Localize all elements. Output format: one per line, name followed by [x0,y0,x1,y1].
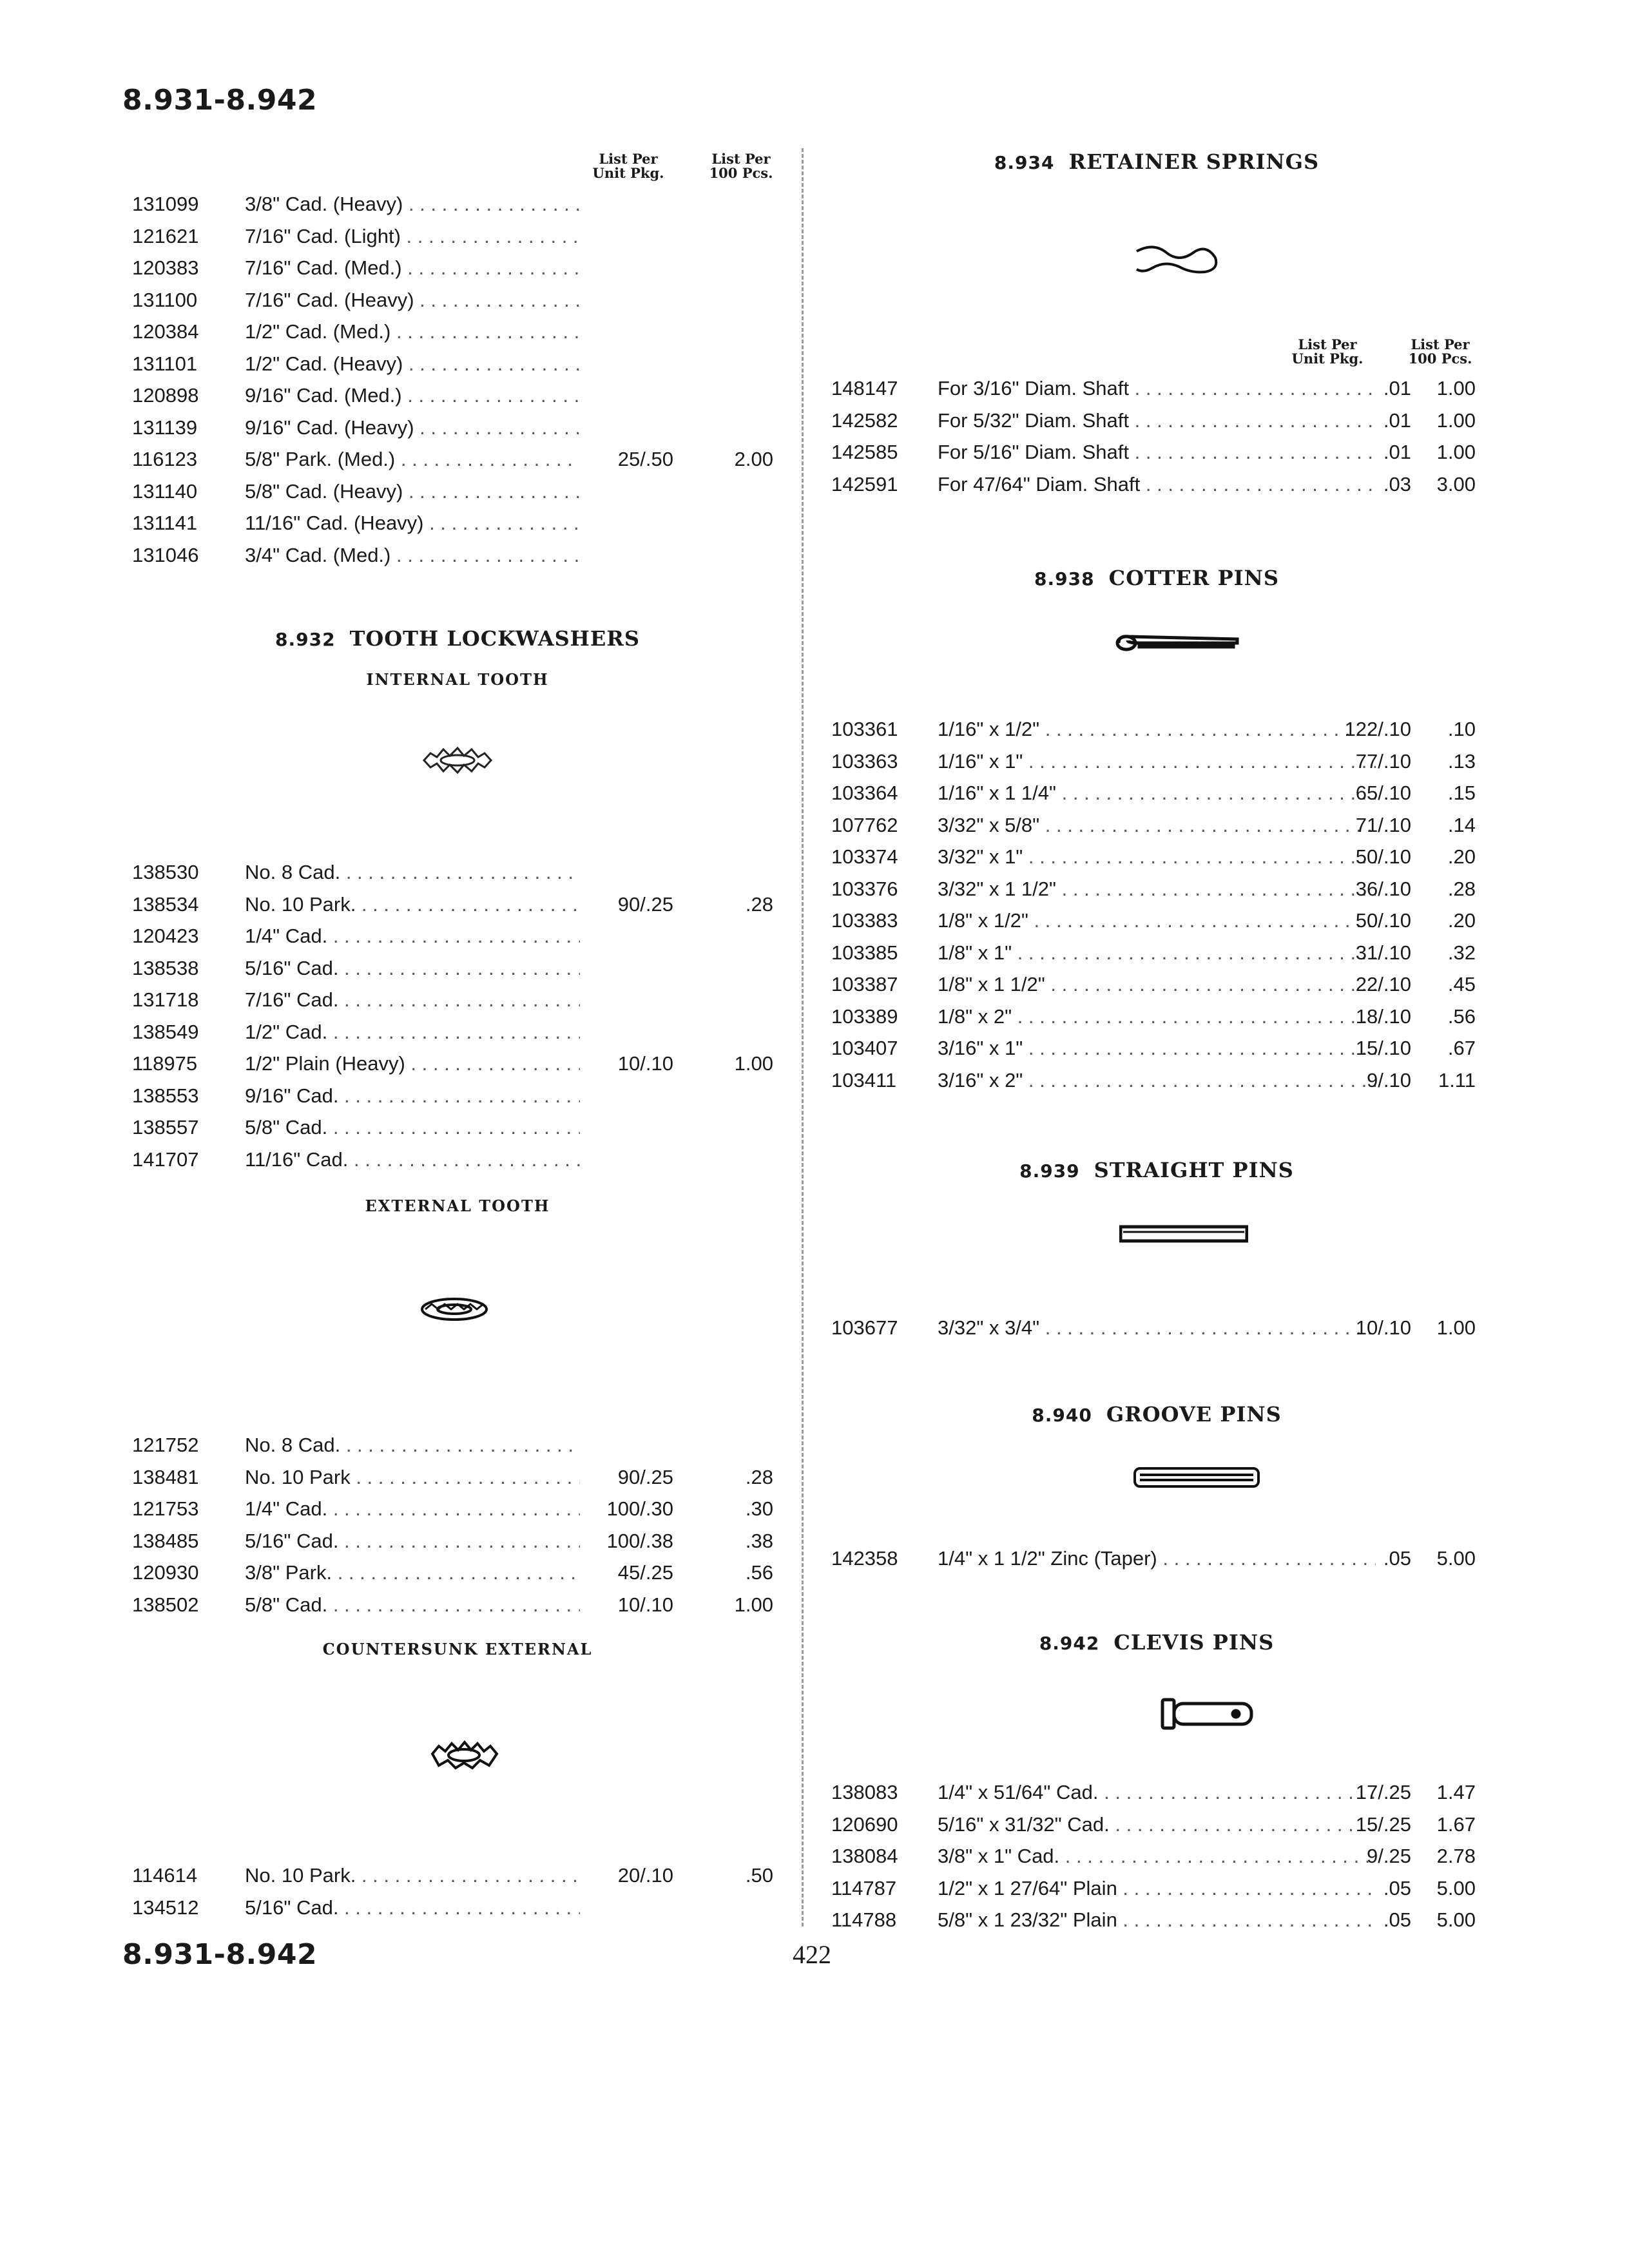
price-per-100: .56 [745,1561,773,1584]
price-unit-pkg: 90/.25 [617,892,673,916]
part-number: 120690 [831,1812,898,1836]
part-number: 103385 [831,941,898,964]
part-description: 5/16" Cad. . . . [245,1892,580,1924]
part-number: 138549 [132,1020,199,1043]
price-per-100: .30 [745,1497,773,1520]
part-description: No. 8 Cad. . . . [245,856,580,889]
section-number: 8.938 [1034,568,1095,590]
table-row [831,713,1482,745]
price-per-100: .56 [1447,1004,1476,1028]
table-row [831,1840,1482,1872]
page-reference-bottom: 8.931-8.942 [122,1938,318,1971]
subsection-external-tooth: EXTERNAL TOOTH [365,1196,550,1215]
part-number: 103363 [831,749,898,773]
section-number: 8.932 [275,629,336,650]
section-number: 8.942 [1039,1633,1100,1654]
price-unit-pkg: 18/.10 [1355,1004,1411,1028]
column-header-unit-line1: List Per [599,151,658,167]
part-description: No. 10 Park. . . . [245,1860,580,1892]
part-description: 1/4" Cad. . . . [245,920,580,952]
page-number: 422 [793,1940,831,1969]
table-row [831,1312,1482,1344]
price-unit-pkg: 17/.25 [1355,1781,1411,1803]
table-row [831,405,1482,437]
table-row [132,889,783,921]
part-number: 148147 [831,377,898,399]
table-row [132,284,783,316]
part-number: 138530 [132,861,199,883]
part-number: 131140 [132,479,198,503]
retainer-spring-illustration [1134,238,1224,284]
column-header-per100-line2: 100 Pcs. [1408,351,1472,367]
price-unit-pkg: .03 [1383,472,1411,495]
part-description: 1/2" Cad. . . . [245,1016,580,1048]
column-header-unit-line1: List Per [1298,336,1357,352]
table-row [132,348,783,380]
part-description: 5/8" Cad. . . . [245,1589,580,1621]
part-number: 103389 [831,1004,898,1028]
subsection-internal-tooth: INTERNAL TOOTH [366,670,549,689]
part-number: 118975 [132,1052,198,1075]
table-row [132,476,783,508]
left-column [132,0,783,1933]
price-unit-pkg: 90/.25 [617,1465,673,1488]
table-row [831,1872,1482,1905]
table-row [132,252,783,284]
part-number: 131139 [132,416,198,439]
price-unit-pkg: .01 [1383,408,1411,432]
price-unit-pkg: 10/.10 [617,1052,673,1075]
part-description: 7/16" Cad. (Med.) . . . [245,252,580,284]
section-title-8940 [831,1402,1482,1427]
part-description: 7/16" Cad. . . . [245,984,580,1016]
cotter-pin-illustration [1115,631,1244,655]
groove-pin-illustration [1132,1465,1261,1490]
part-description: 3/32" x 3/4" . . . [938,1312,1376,1344]
section-name: GROOVE PINS [1106,1402,1282,1427]
part-number: 114614 [132,1864,198,1887]
part-description: 1/2" x 1 27/64" Plain . . . [938,1872,1376,1905]
parts-table-8931 [132,188,783,571]
part-number: 103376 [831,877,898,900]
part-description: 1/2" Cad. (Med.) . . . [245,316,580,348]
table-row [132,1589,783,1621]
table-row [831,436,1482,468]
parts-table-8934 [831,372,1482,500]
price-per-100: 1.67 [1436,1812,1476,1836]
price-per-100: 2.00 [734,448,773,470]
section-title-8938 [831,566,1482,590]
part-number: 138534 [132,892,199,916]
column-header-unit-pkg [577,152,680,180]
part-description: 7/16" Cad. (Light) . . . [245,220,580,253]
parts-table-8938 [831,713,1482,1096]
price-per-100: .50 [745,1864,773,1887]
part-description: 1/2" Plain (Heavy) . . . [245,1048,580,1080]
price-per-100: 1.00 [1436,408,1476,432]
price-unit-pkg: .05 [1383,1876,1411,1899]
section-name: COTTER PINS [1108,566,1279,590]
price-per-100: .14 [1447,813,1476,836]
table-row [132,539,783,572]
table-row [132,188,783,220]
part-number: 142585 [831,441,898,463]
price-unit-pkg: 50/.10 [1355,845,1411,868]
part-number: 114788 [831,1908,897,1931]
part-description: 5/8" Park. (Med.) . . . [245,443,580,476]
part-description: 1/16" x 1 1/4" . . . [938,777,1376,809]
part-description: 1/8" x 1" . . . [938,937,1376,969]
part-description: No. 8 Cad. . . . [245,1429,580,1461]
price-unit-pkg: .01 [1383,377,1411,399]
price-per-100: .45 [1447,973,1476,995]
price-unit-pkg: 45/.25 [617,1561,673,1584]
part-description: For 3/16" Diam. Shaft . . . [938,372,1376,405]
section-number: 8.934 [994,152,1055,173]
price-unit-pkg: 9/.25 [1367,1845,1411,1867]
right-column [831,0,1482,1933]
section-name: STRAIGHT PINS [1094,1158,1294,1182]
table-row [831,1032,1482,1064]
section-name: CLEVIS PINS [1113,1630,1275,1655]
price-unit-pkg: 25/.50 [617,448,673,470]
price-per-100: 5.00 [1436,1876,1476,1899]
part-number: 121752 [132,1434,199,1456]
part-description: 3/16" x 2" . . . [938,1064,1376,1097]
part-description: No. 10 Park. . . . [245,889,580,921]
table-row [132,856,783,889]
section-name: TOOTH LOCKWASHERS [349,626,640,651]
column-header-unit-line2: Unit Pkg. [1291,351,1364,367]
column-header-per100-line1: List Per [1411,336,1470,352]
part-number: 107762 [831,813,898,836]
column-header-unit-line2: Unit Pkg. [592,165,664,181]
section-name: RETAINER SPRINGS [1068,149,1320,174]
part-description: 3/32" x 1" . . . [938,841,1376,873]
part-number: 131046 [132,543,199,566]
page-reference-top: 8.931-8.942 [122,84,318,117]
part-description: 9/16" Cad. (Med.) . . . [245,380,580,412]
part-number: 138084 [831,1845,898,1867]
part-number: 138485 [132,1529,199,1552]
part-number: 138557 [132,1116,199,1139]
table-row [831,841,1482,873]
price-unit-pkg: 50/.10 [1355,909,1411,932]
part-description: 9/16" Cad. (Heavy) . . . [245,412,580,444]
section-number: 8.939 [1019,1160,1080,1182]
part-number: 103361 [831,718,898,740]
part-number: 131718 [132,988,199,1011]
part-description: 3/32" x 5/8" . . . [938,809,1376,841]
price-per-100: .13 [1447,749,1476,773]
part-description: 1/4" Cad. . . . [245,1493,580,1525]
table-row [132,920,783,952]
part-description: 5/16" x 31/32" Cad. . . . [938,1809,1376,1841]
part-number: 116123 [132,448,198,470]
countersunk-lockwasher-illustration [429,1740,499,1772]
part-number: 120898 [132,384,199,407]
price-unit-pkg: 15/.10 [1355,1037,1411,1059]
table-row [132,1016,783,1048]
part-description: 3/16" x 1" . . . [938,1032,1376,1064]
table-row [831,873,1482,905]
part-description: 5/8" Cad. . . . [245,1111,580,1144]
table-row [831,745,1482,778]
part-number: 138502 [132,1593,199,1616]
parts-table-external-tooth [132,1429,783,1620]
table-row [132,952,783,985]
part-description: 1/8" x 2" . . . [938,1001,1376,1033]
part-description: 3/8" x 1" Cad. . . . [938,1840,1376,1872]
part-description: 1/16" x 1/2" . . . [938,713,1376,745]
table-row [132,1080,783,1112]
parts-table-internal-tooth [132,856,783,1175]
part-number: 120383 [132,256,199,279]
part-description: For 5/16" Diam. Shaft . . . [938,436,1376,468]
table-row [831,937,1482,969]
part-number: 120384 [132,320,199,343]
price-per-100: 1.00 [734,1052,773,1075]
table-row [132,1461,783,1494]
price-unit-pkg: 20/.10 [617,1864,673,1887]
part-number: 103364 [831,782,898,804]
part-number: 114787 [831,1876,897,1899]
parts-table-8942 [831,1776,1482,1936]
table-row [831,1001,1482,1033]
table-row [132,380,783,412]
part-number: 142591 [831,472,898,495]
price-unit-pkg: 100/.38 [606,1529,673,1552]
table-row [132,507,783,539]
price-unit-pkg: 122/.10 [1344,718,1411,740]
table-row [831,968,1482,1001]
straight-pin-illustration [1119,1224,1248,1244]
table-row [132,1144,783,1176]
part-number: 131099 [132,193,199,215]
price-per-100: 3.00 [1436,472,1476,495]
part-description: 5/8" x 1 23/32" Plain . . . [938,1904,1376,1936]
price-unit-pkg: 22/.10 [1355,973,1411,995]
price-per-100: 5.00 [1436,1547,1476,1570]
table-row [132,984,783,1016]
price-unit-pkg: 71/.10 [1355,813,1411,836]
parts-table-8940 [831,1542,1482,1575]
part-number: 131141 [132,512,198,534]
parts-table-8939 [831,1312,1482,1344]
section-number: 8.940 [1032,1405,1092,1426]
column-header-unit-pkg [1276,338,1379,366]
part-description: 1/8" x 1/2" . . . [938,905,1376,937]
price-per-100: 2.78 [1436,1845,1476,1867]
table-row [831,468,1482,501]
table-row [831,905,1482,937]
internal-tooth-lockwasher-illustration [419,744,496,776]
table-row [132,1048,783,1080]
price-unit-pkg: 77/.10 [1355,749,1411,773]
column-header-per100-line2: 100 Pcs. [709,165,773,181]
part-number: 103374 [831,845,898,868]
table-row [132,1493,783,1525]
part-number: 103387 [831,973,898,995]
price-per-100: .15 [1447,782,1476,804]
part-number: 138553 [132,1084,199,1107]
price-per-100: 1.47 [1436,1781,1476,1803]
part-description: 1/4" x 1 1/2" Zinc (Taper) . . . [938,1542,1376,1575]
section-title-8939 [831,1158,1482,1182]
price-unit-pkg: 15/.25 [1355,1812,1411,1836]
price-unit-pkg: .05 [1383,1908,1411,1931]
price-per-100: .32 [1447,941,1476,964]
price-per-100: .10 [1447,718,1476,740]
part-number: 134512 [132,1896,199,1919]
table-row [831,777,1482,809]
part-number: 131100 [132,288,198,311]
part-number: 138481 [132,1465,199,1488]
table-row [831,1542,1482,1575]
price-per-100: 1.11 [1438,1068,1476,1091]
section-title-8934 [831,149,1482,174]
part-number: 141707 [132,1148,199,1171]
part-description: No. 10 Park . . . [245,1461,580,1494]
part-number: 103677 [831,1316,898,1339]
column-divider [802,148,804,1927]
table-row [132,1892,783,1924]
price-unit-pkg: 9/.10 [1367,1068,1411,1091]
part-number: 131101 [132,352,198,375]
part-number: 138538 [132,956,199,979]
price-per-100: 1.00 [1436,1316,1476,1339]
part-description: 1/4" x 51/64" Cad. . . . [938,1776,1376,1809]
section-title-8932 [132,626,783,651]
column-header-per-100 [1398,338,1482,366]
price-per-100: .67 [1447,1037,1476,1059]
column-header-per-100 [699,152,783,180]
part-description: 3/8" Cad. (Heavy) . . . [245,188,580,220]
price-unit-pkg: 31/.10 [1355,941,1411,964]
part-description: 11/16" Cad. . . . [245,1144,580,1176]
part-number: 103411 [831,1068,897,1091]
part-description: 1/16" x 1" . . . [938,745,1376,778]
price-unit-pkg: .01 [1383,441,1411,463]
price-per-100: .20 [1447,845,1476,868]
price-unit-pkg: 10/.10 [617,1593,673,1616]
table-row [831,372,1482,405]
table-row [132,1860,783,1892]
part-description: 11/16" Cad. (Heavy) . . . [245,507,580,539]
part-description: 5/16" Cad. . . . [245,1525,580,1557]
table-row [132,443,783,476]
part-description: 3/32" x 1 1/2" . . . [938,873,1376,905]
price-per-100: 1.00 [1436,377,1476,399]
price-per-100: .28 [745,892,773,916]
table-row [132,1429,783,1461]
price-per-100: .20 [1447,909,1476,932]
price-per-100: .28 [745,1465,773,1488]
part-number: 142582 [831,408,898,432]
subsection-countersunk-external: COUNTERSUNK EXTERNAL [322,1640,593,1658]
column-header-per100-line1: List Per [711,151,771,167]
part-number: 121621 [132,224,199,247]
part-description: For 47/64" Diam. Shaft . . . [938,468,1376,501]
parts-table-countersunk [132,1860,783,1923]
price-unit-pkg: 36/.10 [1355,877,1411,900]
price-per-100: .28 [1447,877,1476,900]
part-number: 138083 [831,1781,898,1803]
part-description: 5/8" Cad. (Heavy) . . . [245,476,580,508]
part-number: 142358 [831,1547,898,1570]
table-row [132,412,783,444]
table-row [132,1557,783,1589]
table-row [132,1525,783,1557]
part-description: For 5/32" Diam. Shaft . . . [938,405,1376,437]
external-tooth-lockwasher-illustration [419,1295,490,1323]
part-description: 1/8" x 1 1/2" . . . [938,968,1376,1001]
part-description: 1/2" Cad. (Heavy) . . . [245,348,580,380]
part-number: 120930 [132,1561,199,1584]
part-number: 120423 [132,925,199,947]
part-description: 9/16" Cad. . . . [245,1080,580,1112]
clevis-pin-illustration [1160,1696,1257,1732]
part-number: 103407 [831,1037,898,1059]
table-row [132,1111,783,1144]
price-per-100: 1.00 [734,1593,773,1616]
price-unit-pkg: 65/.10 [1355,782,1411,804]
part-description: 7/16" Cad. (Heavy) . . . [245,284,580,316]
table-row [831,1064,1482,1097]
part-number: 121753 [132,1497,199,1520]
price-unit-pkg: .05 [1383,1547,1411,1570]
table-row [831,1776,1482,1809]
table-row [132,316,783,348]
part-description: 3/4" Cad. (Med.) . . . [245,539,580,572]
table-row [831,809,1482,841]
price-per-100: .38 [745,1529,773,1552]
table-row [132,220,783,253]
section-title-8942 [831,1630,1482,1655]
part-description: 3/8" Park. . . . [245,1557,580,1589]
price-per-100: 5.00 [1436,1908,1476,1931]
price-unit-pkg: 10/.10 [1355,1316,1411,1339]
table-row [831,1809,1482,1841]
part-number: 103383 [831,909,898,932]
table-row [831,1904,1482,1936]
part-description: 5/16" Cad. . . . [245,952,580,985]
price-unit-pkg: 100/.30 [606,1497,673,1520]
price-per-100: 1.00 [1436,441,1476,463]
